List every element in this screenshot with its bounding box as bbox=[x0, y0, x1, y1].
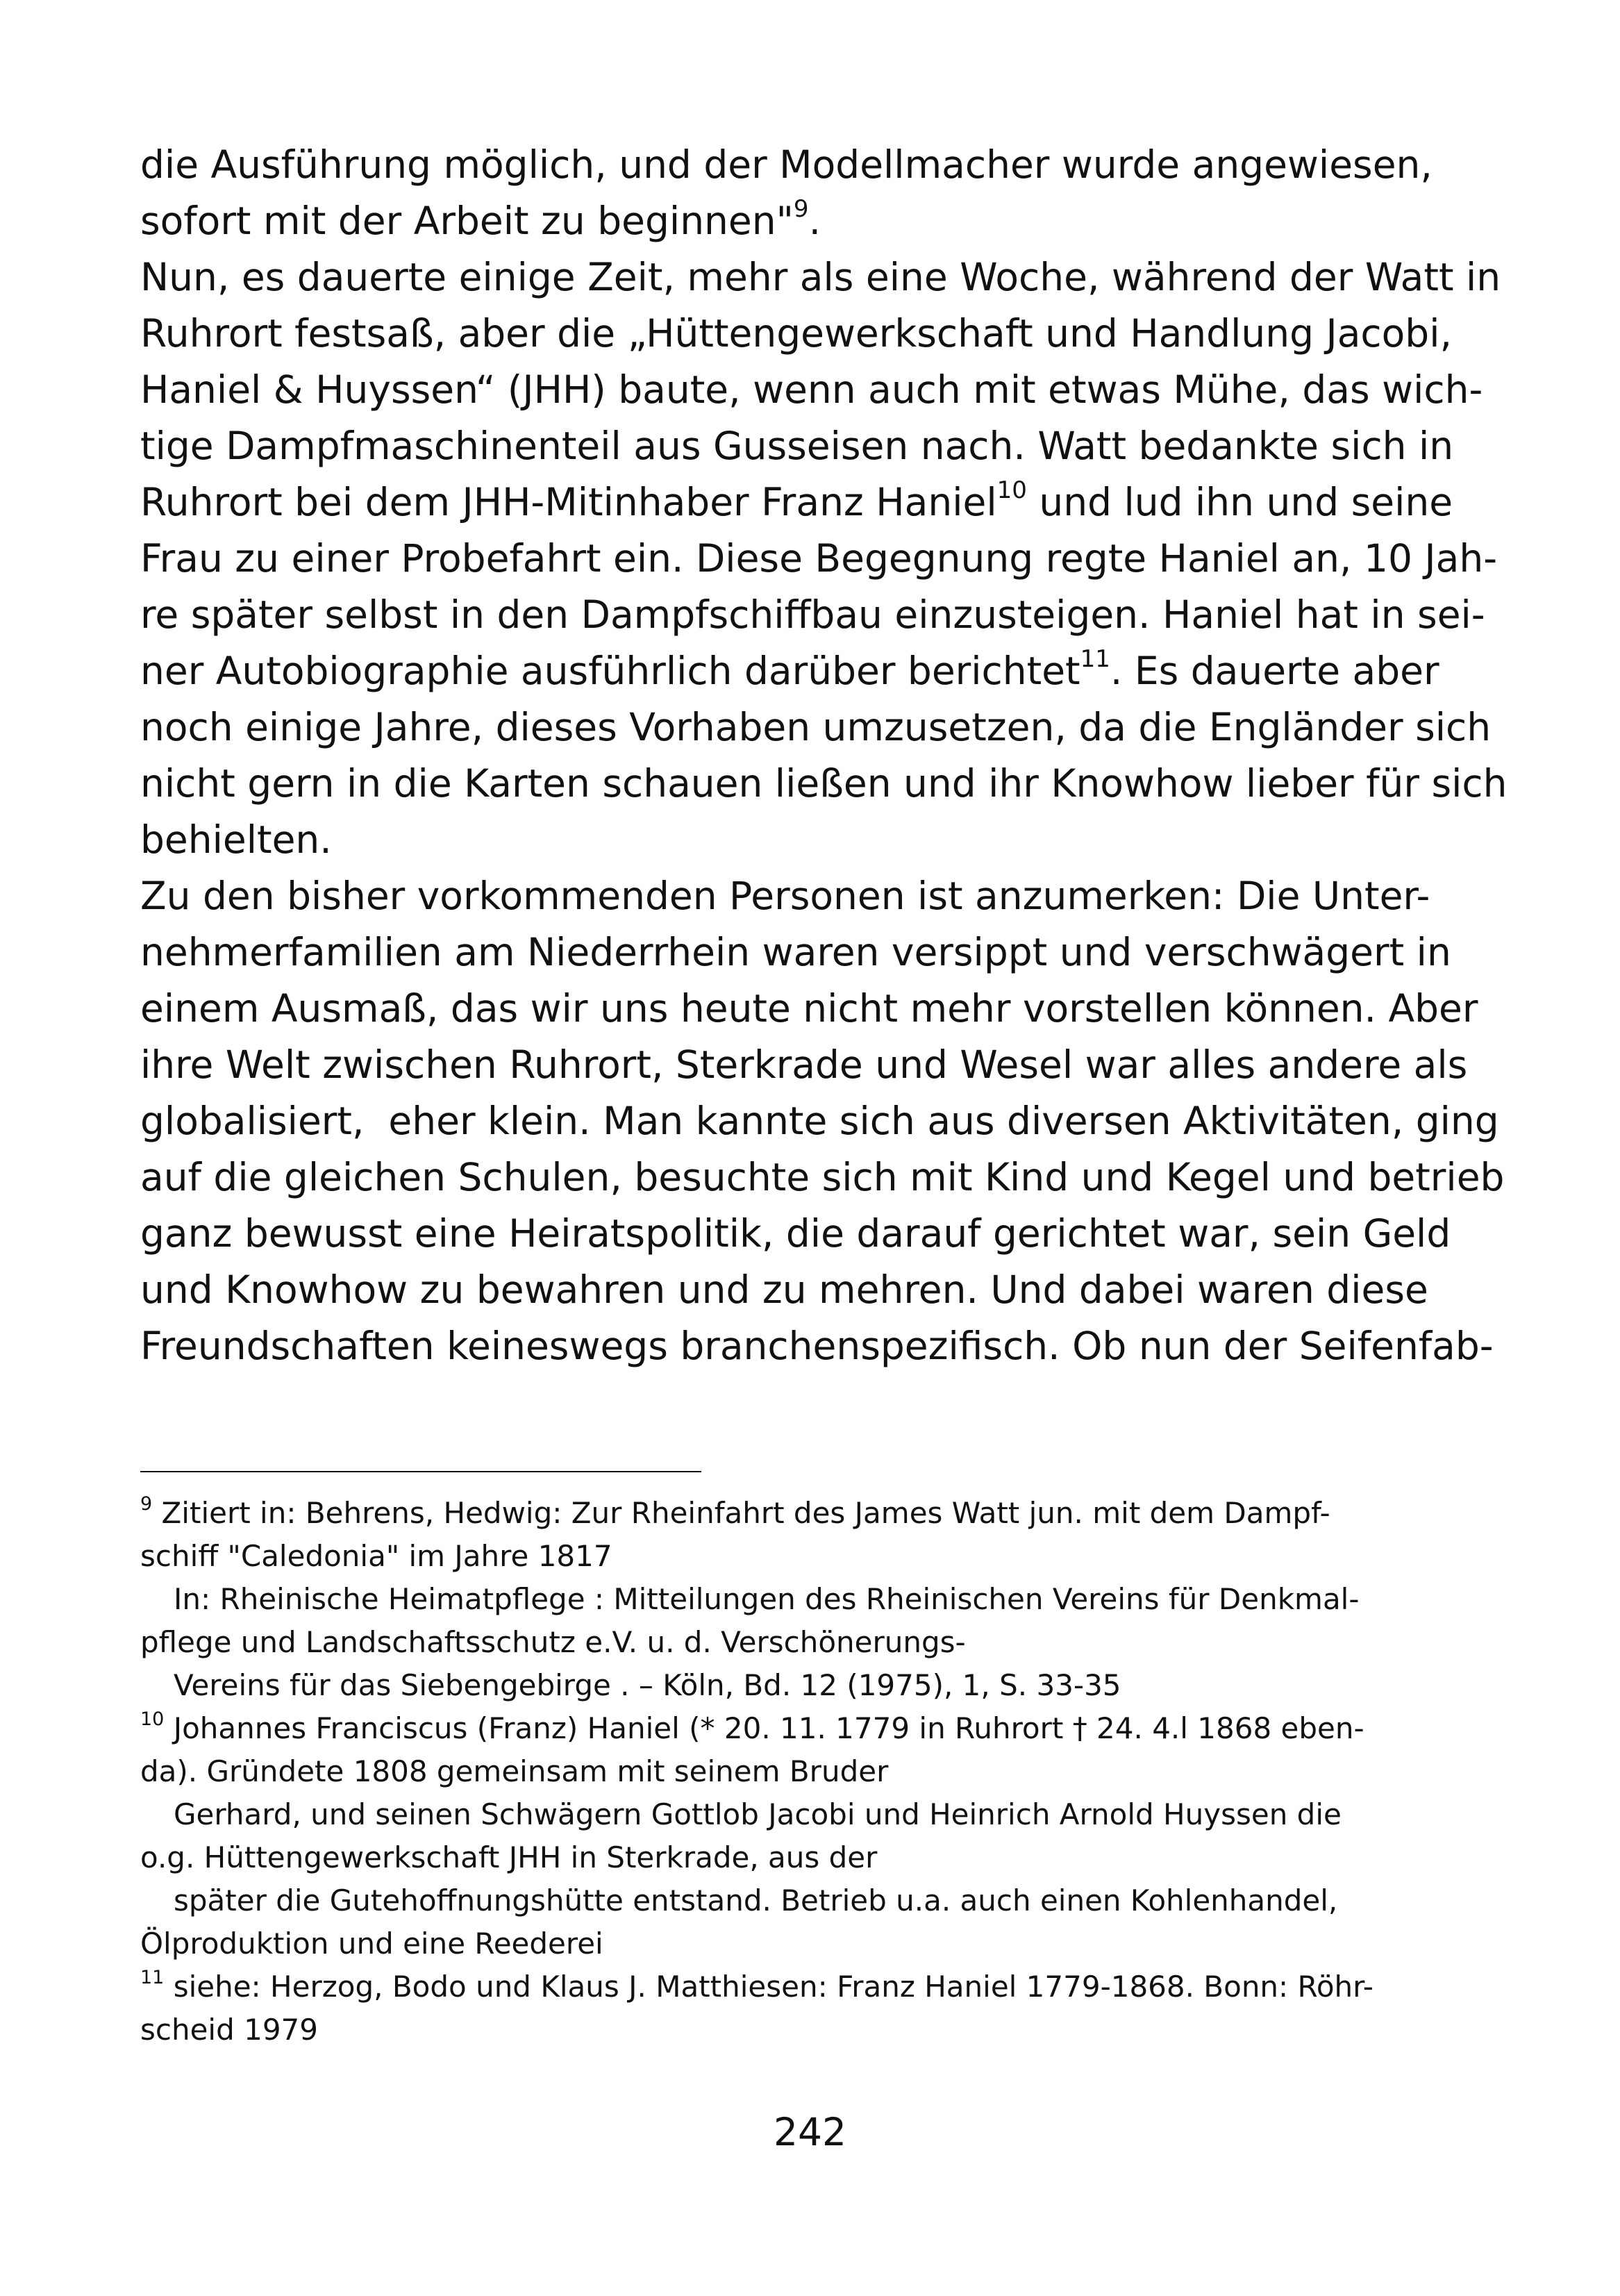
footnote-line bbox=[140, 1664, 1501, 1707]
footnote-line bbox=[140, 1750, 1501, 1793]
body-line-text: auf die gleichen Schulen, besuchte sich mit Kind und Kegel und betrieb bbox=[140, 1155, 1505, 1199]
body-line-text: die Ausführung möglich, und der Modellmacher wurde angewiesen, bbox=[140, 142, 1433, 187]
body-line bbox=[140, 1149, 1505, 1206]
footnote-line bbox=[140, 1879, 1501, 1922]
body-line-text: einem Ausmaß, das wir uns heute nicht mehr vorstellen können. Aber bbox=[140, 986, 1478, 1031]
footnote-line-text: siehe: Herzog, Bodo und Klaus J. Matthiesen: Franz Haniel 1779-1868. Bonn: Röhr- bbox=[164, 1970, 1373, 2004]
body-line-text: sofort mit der Arbeit zu beginnen" bbox=[140, 199, 794, 243]
body-line-text: ner Autobiographie ausführlich darüber berichtet bbox=[140, 649, 1080, 693]
body-line-text: Freundschaften keineswegs branchenspezifisch. Ob nun der Seifenfab- bbox=[140, 1324, 1494, 1368]
footnote-line bbox=[140, 1621, 1501, 1664]
footnote-line bbox=[140, 1836, 1501, 1879]
body-line bbox=[140, 587, 1501, 643]
body-line-text: nehmerfamilien am Niederrhein waren versippt und verschwägert in bbox=[140, 930, 1451, 974]
body-line-text: tige Dampfmaschinenteil aus Gusseisen nach. Watt bedankte sich in bbox=[140, 424, 1454, 468]
body-line-text: Ruhrort bei dem JHH-Mitinhaber Franz Haniel bbox=[140, 480, 997, 524]
body-line bbox=[140, 643, 1501, 699]
body-line-text: behielten. bbox=[140, 817, 332, 862]
footnote-line-text: Ölproduktion und eine Reederei bbox=[140, 1927, 603, 1961]
body-line bbox=[140, 1318, 1501, 1374]
body-line-text: Frau zu einer Probefahrt ein. Diese Begegnung regte Haniel an, 10 Jah- bbox=[140, 536, 1498, 581]
body-line bbox=[140, 1206, 1501, 1262]
footnote-line-text: Johannes Franciscus (Franz) Haniel (* 20. 11. 1779 in Ruhrort † 24. 4.l 1868 eben- bbox=[164, 1711, 1364, 1745]
body-line bbox=[140, 924, 1501, 981]
body-line bbox=[140, 1262, 1501, 1318]
body-line-text-after: . Es dauerte aber bbox=[1110, 649, 1439, 693]
body-line bbox=[140, 193, 1501, 249]
page-number: 242 bbox=[774, 2110, 846, 2154]
body-line-text: globalisiert, eher klein. Man kannte sich aus diversen Aktivitäten, ging bbox=[140, 1099, 1499, 1143]
body-line-text-after: . bbox=[808, 199, 821, 243]
body-line bbox=[140, 981, 1501, 1037]
footnote-line bbox=[140, 1578, 1501, 1621]
footnote-line bbox=[140, 1492, 1501, 1535]
footnote-reference: 10 bbox=[996, 476, 1027, 504]
body-line-text: Nun, es dauerte einige Zeit, mehr als eine Woche, während der Watt in bbox=[140, 255, 1501, 299]
footnote-line bbox=[140, 1965, 1501, 2008]
body-line bbox=[140, 699, 1501, 756]
body-line bbox=[140, 1093, 1501, 1149]
footnote-line bbox=[140, 2008, 1501, 2052]
body-line bbox=[140, 1037, 1501, 1093]
body-line bbox=[140, 531, 1501, 587]
body-line-text: Zu den bisher vorkommenden Personen ist anzumerken: Die Unter- bbox=[140, 874, 1430, 918]
footnote-line-text: schiff "Caledonia" im Jahre 1817 bbox=[140, 1539, 612, 1573]
body-text bbox=[140, 137, 1508, 1374]
footnote-line-text: scheid 1979 bbox=[140, 2013, 318, 2047]
body-line bbox=[140, 306, 1501, 362]
body-line bbox=[140, 868, 1501, 924]
body-line bbox=[140, 756, 1508, 812]
footnote-line-text: da). Gründete 1808 gemeinsam mit seinem Bruder bbox=[140, 1754, 889, 1788]
body-line bbox=[140, 474, 1501, 531]
body-line-text: nicht gern in die Karten schauen ließen und ihr Knowhow lieber für sich bbox=[140, 761, 1508, 806]
body-line-text: re später selbst in den Dampfschiffbau einzusteigen. Haniel hat in sei- bbox=[140, 592, 1485, 637]
footnote-line-text: o.g. Hüttengewerkschaft JHH in Sterkrade, aus der bbox=[140, 1840, 878, 1874]
body-line-text: ganz bewusst eine Heiratspolitik, die darauf gerichtet war, sein Geld bbox=[140, 1211, 1451, 1256]
body-line bbox=[140, 137, 1501, 193]
footnote-reference: 11 bbox=[1080, 644, 1110, 673]
body-line bbox=[140, 418, 1501, 474]
footnote-number: 10 bbox=[140, 1708, 165, 1730]
footnote-line-text: pflege und Landschaftsschutz e.V. u. d. Verschönerungs- bbox=[140, 1625, 966, 1659]
footnote-line bbox=[140, 1707, 1501, 1750]
body-line-text: Haniel & Huyssen“ (JHH) baute, wenn auch mit etwas Mühe, das wich- bbox=[140, 367, 1483, 412]
footnote-number: 9 bbox=[140, 1493, 153, 1515]
footnote-line-text: Gerhard, und seinen Schwägern Gottlob Jacobi und Heinrich Arnold Huyssen die bbox=[174, 1797, 1342, 1831]
body-line bbox=[140, 249, 1501, 306]
footnote-line-text: Zitiert in: Behrens, Hedwig: Zur Rheinfahrt des James Watt jun. mit dem Dampf- bbox=[152, 1496, 1330, 1530]
footnotes bbox=[140, 1492, 1501, 2052]
footnote-separator bbox=[140, 1471, 701, 1472]
body-line-text-after: und lud ihn und seine bbox=[1026, 480, 1453, 524]
footnote-line-text: In: Rheinische Heimatpflege : Mitteilungen des Rheinischen Vereins für Denkmal- bbox=[174, 1582, 1360, 1616]
body-line bbox=[140, 812, 1501, 868]
footnote-number: 11 bbox=[140, 1967, 165, 1988]
footnote-line bbox=[140, 1535, 1501, 1578]
footnote-reference: 9 bbox=[793, 194, 809, 223]
footnote-line bbox=[140, 1793, 1501, 1836]
body-line-text: und Knowhow zu bewahren und zu mehren. Und dabei waren diese bbox=[140, 1267, 1428, 1312]
body-line-text: ihre Welt zwischen Ruhrort, Sterkrade und Wesel war alles andere als bbox=[140, 1042, 1468, 1087]
footnote-line-text: später die Gutehoffnungshütte entstand. Betrieb u.a. auch einen Kohlenhandel, bbox=[174, 1883, 1338, 1918]
footnote-line bbox=[140, 1922, 1501, 1965]
footnote-line-text: Vereins für das Siebengebirge . – Köln, Bd. 12 (1975), 1, S. 33-35 bbox=[174, 1668, 1121, 1702]
body-line-text: noch einige Jahre, dieses Vorhaben umzusetzen, da die Engländer sich bbox=[140, 705, 1492, 749]
body-line-text: Ruhrort festsaß, aber die „Hüttengewerkschaft und Handlung Jacobi, bbox=[140, 311, 1452, 356]
body-line bbox=[140, 362, 1501, 418]
